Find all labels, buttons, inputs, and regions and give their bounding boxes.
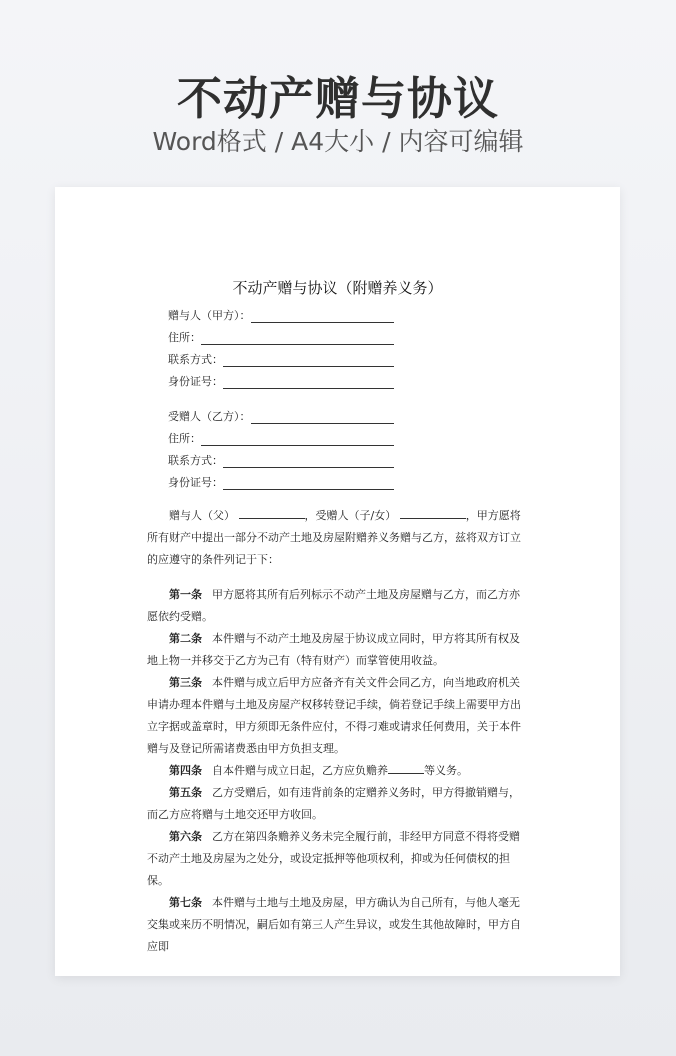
donor-id-field bbox=[168, 373, 394, 389]
intro-part2: ，受赠人（子/女） bbox=[304, 509, 397, 522]
article-text: 甲方愿将其所有后列标示不动产土地及房屋赠与乙方，而乙方亦愿依约受赠。 bbox=[147, 588, 520, 623]
article-item bbox=[147, 892, 529, 958]
article-number: 第五条 bbox=[169, 786, 202, 799]
donor-address-label: 住所： bbox=[168, 331, 201, 344]
donee-name-blank[interactable] bbox=[251, 413, 394, 424]
donor-address-blank[interactable] bbox=[201, 334, 394, 345]
donee-contact-blank[interactable] bbox=[223, 457, 394, 468]
donor-name-label: 赠与人（甲方）： bbox=[168, 309, 251, 322]
intro-part1: 赠与人（父） bbox=[169, 509, 235, 522]
donee-id-field bbox=[168, 474, 394, 490]
donor-contact-label: 联系方式： bbox=[168, 353, 223, 366]
article-item bbox=[147, 760, 529, 782]
donor-id-blank[interactable] bbox=[223, 378, 394, 389]
article-text: 乙方受赠后，如有违背前条的定赠养义务时，甲方得撤销赠与，而乙方应将赠与土地交还甲方收回。 bbox=[147, 786, 520, 821]
article-text: 乙方在第四条赡养义务未完全履行前，非经甲方同意不得将受赠不动产土地及房屋为之处分，或设定抵押等他项权利，抑或为任何债权的担保。 bbox=[147, 830, 520, 887]
article-item bbox=[147, 672, 529, 760]
hero-subtitle: Word格式 / A4大小 / 内容可编辑 bbox=[152, 127, 524, 156]
article-number: 第一条 bbox=[169, 588, 202, 601]
hero-title: 不动产赠与协议 bbox=[176, 72, 499, 125]
document-page bbox=[55, 187, 620, 976]
support-duty-blank[interactable] bbox=[388, 763, 424, 774]
intro-paragraph bbox=[147, 505, 529, 571]
article-number: 第六条 bbox=[169, 830, 202, 843]
article-number: 第七条 bbox=[169, 896, 202, 909]
donor-id-label: 身份证号： bbox=[168, 375, 223, 388]
child-name-blank[interactable] bbox=[400, 508, 466, 519]
donee-id-blank[interactable] bbox=[223, 479, 394, 490]
article-item bbox=[147, 584, 529, 628]
article-number: 第二条 bbox=[169, 632, 202, 645]
article-text: 本件赠与成立后甲方应备齐有关文件会同乙方，向当地政府机关申请办理本件赠与土地及房屋产权移转登记手续，倘若登记手续上需要甲方出立字据或盖章时，甲方须即无条件应付，不得刁难或请求任何费用，关于本件赠与及登记所需诸费悉由甲方负担支理。 bbox=[147, 676, 521, 755]
donee-address-label: 住所： bbox=[168, 432, 201, 445]
donor-name-field bbox=[168, 307, 394, 323]
article-text: 自本件赠与成立日起，乙方应负赡养 bbox=[212, 764, 388, 777]
article-text: 本件赠与不动产土地及房屋于协议成立同时，甲方将其所有权及地上物一并移交于乙方为己有（特有财产）而掌管使用收益。 bbox=[147, 632, 520, 667]
article-item bbox=[147, 782, 529, 826]
donee-name-label: 受赠人（乙方）： bbox=[168, 410, 251, 423]
document-title: 不动产赠与协议（附赠养义务） bbox=[232, 279, 443, 297]
donee-name-field bbox=[168, 408, 394, 424]
donee-contact-field bbox=[168, 452, 394, 468]
donor-contact-field bbox=[168, 351, 394, 367]
donor-name-blank[interactable] bbox=[251, 312, 394, 323]
article-number: 第三条 bbox=[169, 676, 202, 689]
donee-address-blank[interactable] bbox=[201, 435, 394, 446]
article-number: 第四条 bbox=[169, 764, 202, 777]
donee-id-label: 身份证号： bbox=[168, 476, 223, 489]
intro-part3: ，甲方愿将所有财产中提出一部分不动产土地及房屋附赠养义务赠与乙方，兹将双方订立的应遵守的条件列记于下： bbox=[147, 509, 521, 566]
article-text-after: 等义务。 bbox=[424, 764, 468, 777]
articles bbox=[147, 584, 529, 958]
article-item bbox=[147, 826, 529, 892]
donor-contact-blank[interactable] bbox=[223, 356, 394, 367]
article-text: 本件赠与土地与土地及房屋，甲方确认为自己所有，与他人毫无交集或来历不明情况，嗣后如有第三人产生异议，或发生其他故障时，甲方自应即 bbox=[147, 896, 521, 953]
father-name-blank[interactable] bbox=[239, 508, 305, 519]
donee-address-field bbox=[168, 430, 394, 446]
donee-contact-label: 联系方式： bbox=[168, 454, 223, 467]
donor-address-field bbox=[168, 329, 394, 345]
article-item bbox=[147, 628, 529, 672]
